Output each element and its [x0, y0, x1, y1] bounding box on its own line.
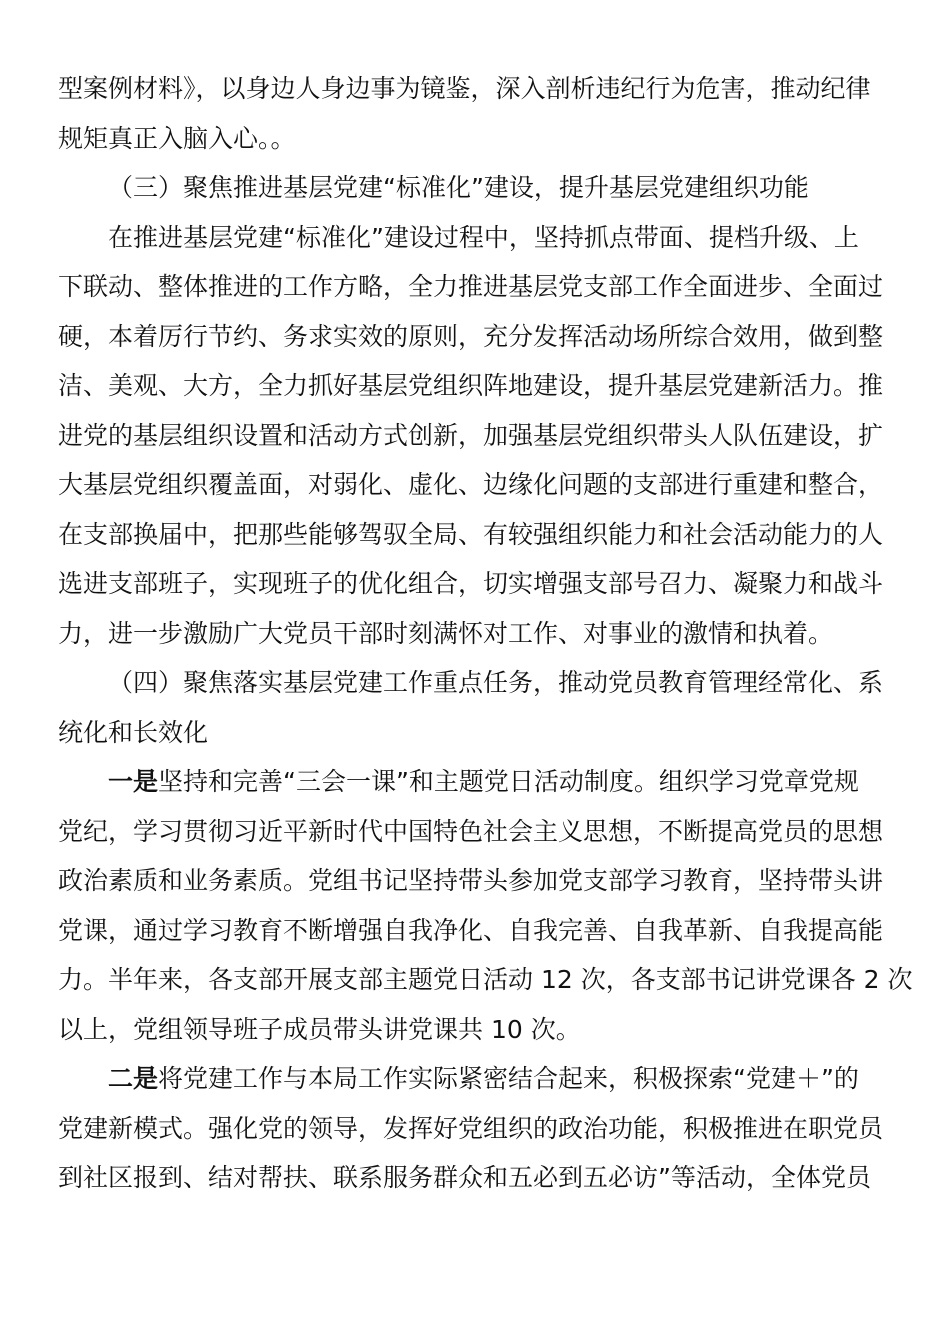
lead-label-2: 二是 — [108, 1064, 159, 1093]
text-line — [108, 757, 890, 807]
section-heading-4: （四）聚焦落实基层党建工作重点任务，推动党员教育管理经常化、系 — [108, 668, 884, 697]
text-line: 硬，本着厉行节约、务求实效的原则，充分发挥活动场所综合效用，做到整 — [58, 321, 884, 351]
text-line: 规矩真正入脑入心。。 — [58, 123, 296, 153]
section-heading-4-cont: 统化和长效化 — [58, 717, 209, 747]
text-line: 选进支部班子，实现班子的优化组合，切实增强支部号召力、凝聚力和战斗 — [58, 569, 884, 598]
text-line: 下联动、整体推进的工作方略，全力推进基层党支部工作全面进步、全面过 — [58, 272, 884, 301]
text-line: 党课，通过学习教育不断增强自我净化、自我完善、自我革新、自我提高能 — [58, 915, 884, 945]
text-line-content: 将党建工作与本局工作实际紧密结合起来，积极探索“党建＋”的 — [158, 1064, 859, 1093]
text-line: 型案例材料》，以身边人身边事为镜鉴，深入剖析违纪行为危害，推动纪律 — [58, 74, 871, 103]
lead-label-1: 一是 — [108, 767, 159, 796]
text-line-content: 坚持和完善“三会一课”和主题党日活动制度。组织学习党章党规 — [158, 767, 859, 796]
text-line: 力。半年来，各支部开展支部主题党日活动 12 次，各支部书记讲党课各 2 次 — [58, 965, 913, 994]
text-line: 洁、美观、大方，全力抓好基层党组织阵地建设，提升基层党建新活力。推 — [58, 371, 884, 400]
text-line: 力，进一步激励广大党员干部时刻满怀对工作、对事业的激情和执着。 — [58, 618, 834, 648]
text-line: 党建新模式。强化党的领导，发挥好党组织的政治功能，积极推进在职党员 — [58, 1113, 884, 1143]
text-line: 在推进基层党建“标准化”建设过程中，坚持抓点带面、提档升级、上 — [108, 222, 859, 252]
text-line: 进党的基层组织设置和活动方式创新，加强基层党组织带头人队伍建设，扩 — [58, 420, 884, 450]
text-line: 政治素质和业务素质。党组书记坚持带头参加党支部学习教育，坚持带头讲 — [58, 866, 884, 895]
section-heading-3: （三）聚焦推进基层党建“标准化”建设，提升基层党建组织功能 — [108, 173, 809, 202]
text-line — [108, 1054, 890, 1104]
text-line: 在支部换届中，把那些能够驾驭全局、有较强组织能力和社会活动能力的人 — [58, 519, 884, 549]
text-line: 大基层党组织覆盖面，对弱化、虚化、边缘化问题的支部进行重建和整合， — [58, 470, 884, 499]
text-line: 以上，党组领导班子成员带头讲党课共 10 次。 — [58, 1014, 581, 1044]
text-line: 到社区报到、结对帮扶、联系服务群众和五必到五必访”等活动，全体党员 — [58, 1163, 871, 1192]
text-line: 党纪，学习贯彻习近平新时代中国特色社会主义思想，不断提高党员的思想 — [58, 816, 884, 846]
